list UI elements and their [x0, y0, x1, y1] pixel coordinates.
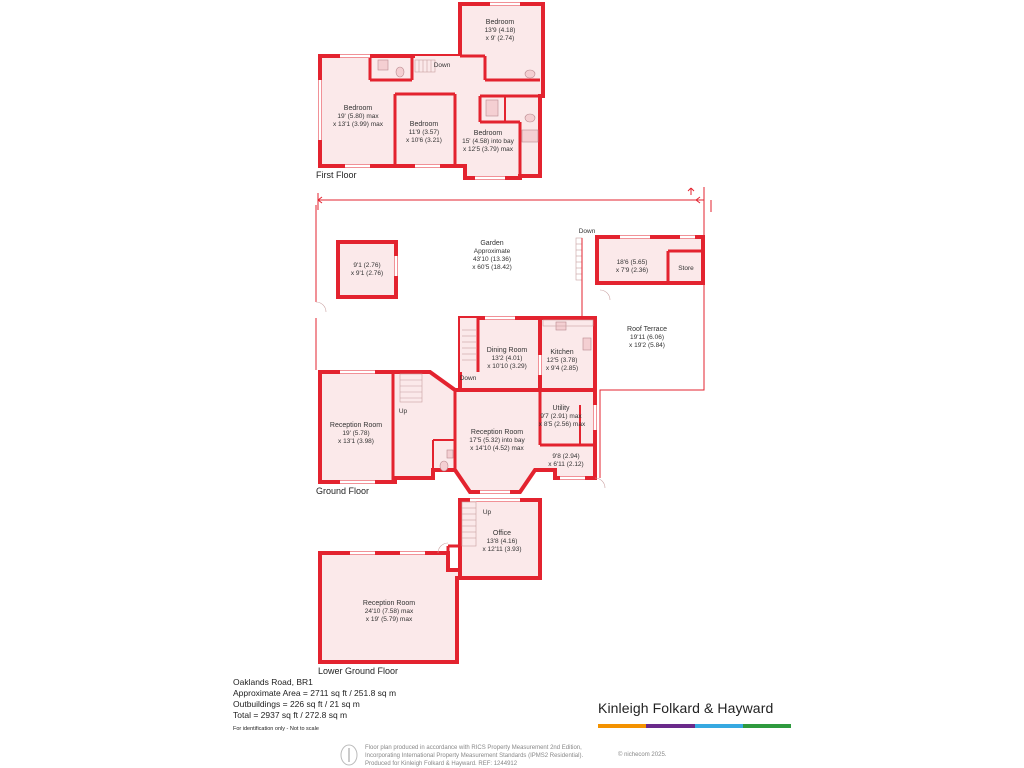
- reception-left-dim1: 19' (5.78): [342, 430, 370, 437]
- roof-terrace-name: Roof Terrace: [627, 326, 667, 333]
- total-area: Total = 2937 sq ft / 272.8 sq m: [233, 710, 348, 720]
- lower-ground-floor: [320, 500, 540, 662]
- reception-mid-name: Reception Room: [470, 429, 524, 436]
- ff-bedroom-top-name: Bedroom: [485, 19, 515, 26]
- kitchen-name: Kitchen: [550, 349, 574, 356]
- footer-line2: Incorporating International Property Measurement Standards (IPMS2 Residential).: [365, 753, 584, 759]
- lower-stair-up: Up: [482, 509, 492, 516]
- roof-terrace-dim2: x 19'2 (5.84): [629, 342, 665, 349]
- outbuilding-right-dim1: 18'6 (5.65): [616, 259, 648, 266]
- garden-dim2: x 60'5 (18.42): [472, 264, 512, 271]
- reception-mid-dim2: x 14'10 (4.52) max: [470, 445, 524, 452]
- brand-bar-purple: [646, 724, 694, 728]
- dining-room-dim2: x 10'10 (3.29): [487, 363, 527, 370]
- ff-bedroom-mid-name: Bedroom: [409, 121, 439, 128]
- reception-lower-dim1: 24'10 (7.58) max: [364, 608, 414, 615]
- ff-bedroom-right-dim1: 15' (4.58) into bay: [462, 138, 514, 145]
- outbuilding-left-dim1: 9'1 (2.76): [353, 262, 381, 269]
- store-label: Store: [678, 265, 694, 272]
- garden-name-2: Garden: [480, 240, 504, 247]
- utility-dim2: x 8'5 (2.56) max: [538, 421, 586, 428]
- approx-area: Approximate Area = 2711 sq ft / 251.8 sq m: [233, 688, 397, 698]
- ground-stair-down: Down: [459, 375, 477, 382]
- brand-bar-orange: [598, 724, 646, 728]
- outbuilding-left-dim2: x 9'1 (2.76): [350, 270, 384, 277]
- ff-bedroom-left-name: Bedroom: [343, 105, 373, 112]
- garden-dim1: 43'10 (13.36): [472, 256, 512, 263]
- footer-line3: Produced for Kinleigh Folkard & Hayward. REF: 1244912: [365, 761, 518, 767]
- garden-stair-label: Down: [578, 228, 596, 235]
- small-room-dim2: x 6'11 (2.12): [548, 461, 584, 468]
- first-floor-label: First Floor: [316, 170, 357, 180]
- utility-name: Utility: [552, 405, 570, 412]
- kitchen-dim1: 12'5 (3.78): [546, 357, 578, 364]
- reception-left-name: Reception Room: [329, 422, 383, 429]
- outbuilding-right-dim2: x 7'9 (2.36): [615, 267, 649, 274]
- outbuilding-right: [597, 237, 703, 283]
- address: Oaklands Road, BR1: [233, 677, 313, 687]
- ff-bedroom-top-dim2: x 9' (2.74): [485, 35, 515, 42]
- reception-left-dim2: x 13'1 (3.98): [338, 438, 374, 445]
- brand-bar-green: [743, 724, 791, 728]
- footer-line1: Floor plan produced in accordance with RICS Property Measurement 2nd Edition,: [365, 745, 582, 751]
- office-dim2: x 12'11 (3.93): [482, 546, 522, 553]
- ground-stair-up: Up: [398, 408, 408, 415]
- office-name: Office: [492, 530, 512, 537]
- ff-stair-label: Down: [433, 62, 451, 69]
- kitchen-dim2: x 9'4 (2.85): [545, 365, 579, 372]
- ff-bedroom-left-dim2: x 13'1 (3.99) max: [332, 121, 384, 128]
- ff-bedroom-top-dim1: 13'9 (4.18): [484, 27, 516, 34]
- reception-lower-dim2: x 19' (5.79) max: [365, 616, 413, 623]
- reception-lower-name: Reception Room: [362, 600, 416, 607]
- utility-dim1: 9'7 (2.91) max: [540, 413, 582, 420]
- roof-terrace-dim1: 19'11 (6.06): [629, 334, 665, 341]
- garden-approx: Approximate: [473, 248, 511, 255]
- lower-ground-floor-label: Lower Ground Floor: [318, 666, 399, 676]
- rics-logo-icon: [340, 744, 358, 766]
- ff-bedroom-mid-dim1: 11'9 (3.57): [408, 129, 440, 136]
- dining-room-dim1: 13'2 (4.01): [491, 355, 523, 362]
- brand-name: Kinleigh Folkard & Hayward: [598, 700, 774, 716]
- ff-bedroom-left-dim1: 19' (5.80) max: [337, 113, 379, 120]
- disclaimer: For identification only - Not to scale: [233, 726, 319, 732]
- outbuildings-area: Outbuildings = 226 sq ft / 21 sq m: [233, 699, 360, 709]
- dining-room-name: Dining Room: [486, 347, 528, 354]
- property-info: [233, 677, 396, 735]
- ff-bedroom-mid-dim2: x 10'6 (3.21): [406, 137, 442, 144]
- brand-color-bars: [598, 724, 791, 728]
- copyright: © nichecom 2025.: [618, 752, 667, 758]
- ff-bedroom-right-dim2: x 12'5 (3.79) max: [462, 146, 514, 153]
- ff-bedroom-right-name: Bedroom: [473, 130, 503, 137]
- reception-mid-dim1: 17'5 (5.32) into bay: [469, 437, 525, 444]
- brand-bar-blue: [695, 724, 743, 728]
- office-dim1: 13'8 (4.16): [486, 538, 518, 545]
- ground-floor-label: Ground Floor: [316, 486, 370, 496]
- small-room-dim1: 9'8 (2.94): [552, 453, 580, 460]
